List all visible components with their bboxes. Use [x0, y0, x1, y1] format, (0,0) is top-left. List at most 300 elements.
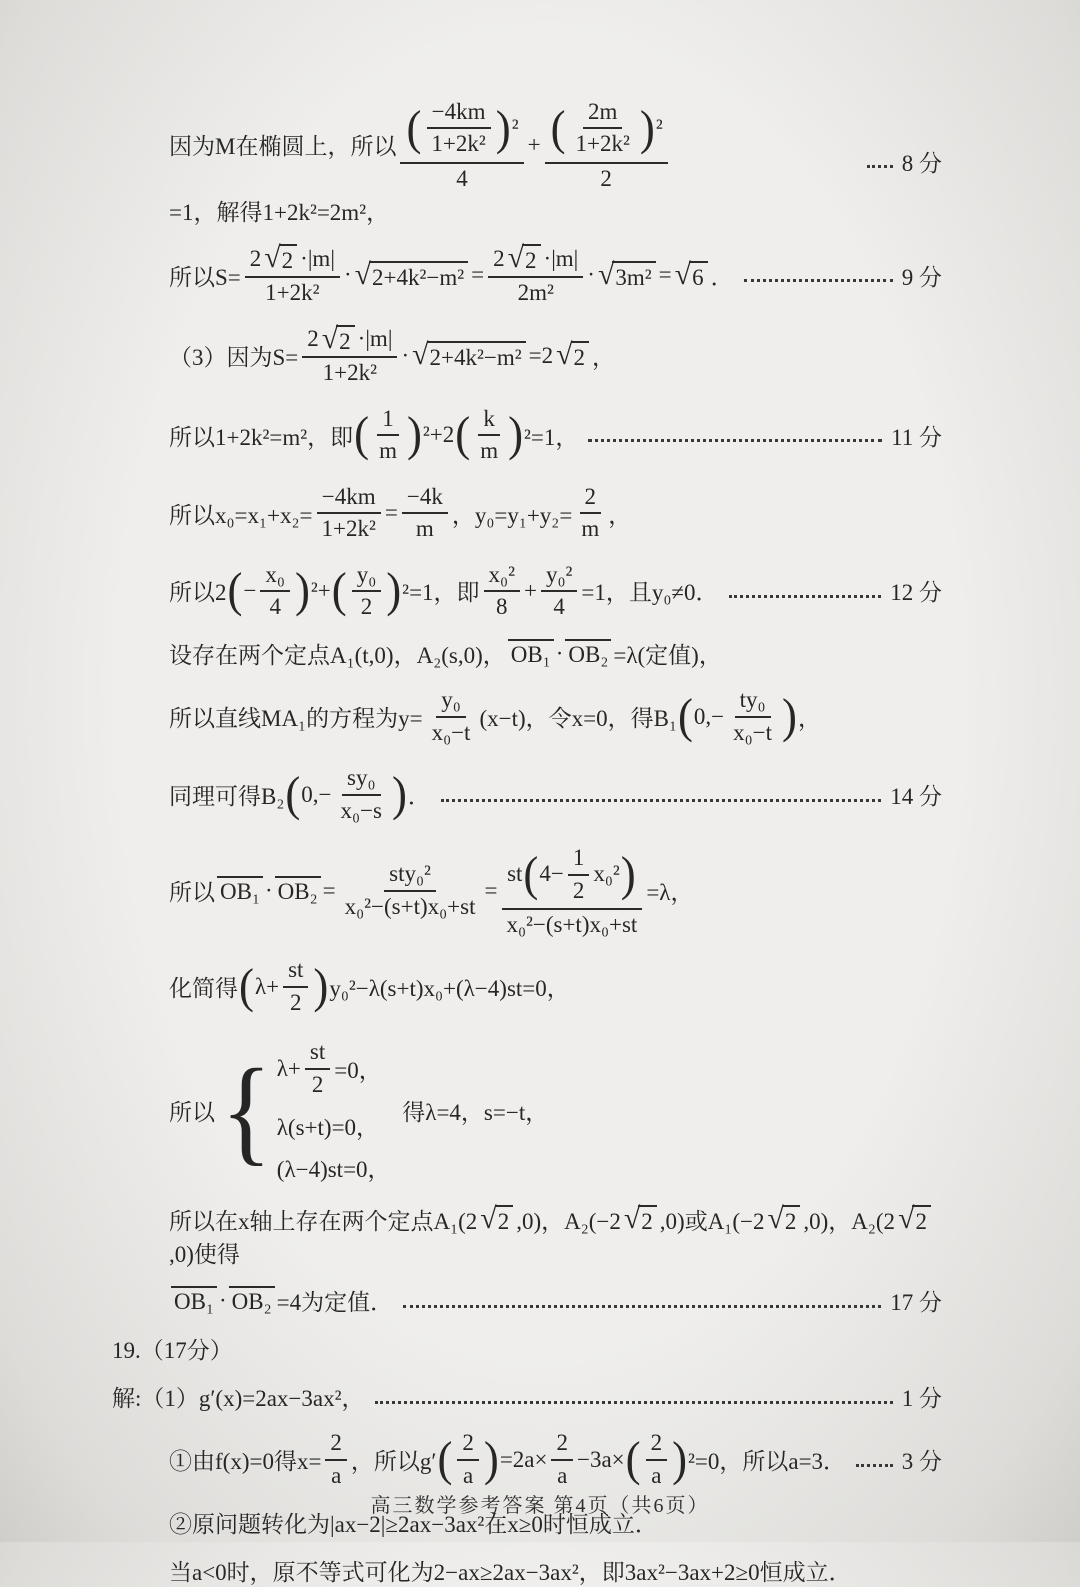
numerator [545, 97, 668, 164]
text-run: ·|m| [300, 245, 335, 271]
close-paren: ) [508, 407, 524, 462]
text-run: = [471, 262, 485, 288]
text-run: =λ(定值)， [613, 643, 722, 669]
open-paren: ( [227, 562, 243, 617]
numerator [384, 861, 436, 891]
parenthesized-group [331, 560, 402, 623]
text-run: 化简得 [169, 976, 238, 1002]
radical-sign-icon: √ [623, 1202, 641, 1236]
text-run: 2m² [517, 279, 554, 305]
text-run: λ+ [254, 973, 280, 999]
text-run: 2 [249, 245, 262, 271]
score-label: 11 分 [891, 424, 942, 450]
solution-line [169, 1203, 942, 1269]
text-run: · [401, 342, 410, 368]
text-run: =2a× [499, 1446, 548, 1472]
close-paren: ) [406, 407, 422, 462]
numerator [541, 562, 577, 592]
solution-line [169, 685, 942, 748]
text-run: ²=1， [524, 424, 579, 450]
denominator [336, 796, 387, 824]
text-run: ,0)或A₁(−2 [659, 1209, 765, 1235]
sqrt-radical [412, 338, 526, 372]
close-paren: ) [313, 958, 329, 1013]
close-paren: ) [386, 562, 402, 617]
text-run: 所以x₀=x₁+x₂= [169, 502, 313, 528]
paren-content [255, 955, 312, 1018]
denominator [576, 514, 604, 542]
text-run: x₀−s [340, 797, 382, 823]
denominator [411, 514, 439, 542]
solution-line [112, 1332, 942, 1365]
denominator [374, 436, 402, 464]
close-paren: ) [639, 100, 655, 155]
denominator [316, 514, 380, 542]
text-run: 同理可得B₂ [169, 784, 285, 810]
dotted-leader [856, 1452, 893, 1467]
text-run: = [484, 877, 498, 903]
fraction [541, 562, 577, 621]
text-run: ·|m| [357, 326, 393, 352]
text-run: sy₀ [347, 765, 376, 791]
text-run: 2+4k²−m² [429, 345, 522, 371]
solution-line [169, 560, 942, 623]
fraction [316, 484, 380, 543]
fraction [646, 1430, 668, 1489]
text-run: m [480, 438, 499, 464]
fraction [501, 843, 642, 938]
fraction [352, 562, 382, 621]
text-run: ,0)，A₂(2 [803, 1209, 896, 1235]
text-run: 所以 [169, 1100, 215, 1126]
fraction [245, 241, 340, 306]
text-run: ,0)，A₂(−2 [516, 1209, 621, 1235]
text-run: 4− [539, 861, 564, 887]
close-paren: ) [495, 100, 511, 155]
text-run: x₀−t [733, 719, 773, 745]
fraction [400, 97, 523, 192]
radical-sign-icon: √ [556, 338, 573, 372]
denominator [568, 876, 590, 904]
score-label: 3 分 [901, 1449, 942, 1475]
text-run: 2 [572, 877, 585, 903]
text-run: 1 [382, 405, 394, 431]
radicand [571, 341, 590, 370]
text-run: =λ， [646, 880, 694, 906]
numerator [436, 687, 466, 717]
text-run: 2 [360, 593, 373, 619]
math-expression [169, 242, 734, 308]
parenthesized-group [625, 1428, 688, 1491]
score-label: 12 分 [890, 580, 942, 606]
text-run: 2 [493, 245, 505, 271]
dotted-leader [403, 1293, 881, 1308]
sqrt-radical [354, 257, 469, 291]
text-run: 4 [269, 593, 281, 619]
text-run: =1，且y₀≠0． [581, 580, 719, 606]
denominator [260, 278, 324, 306]
radical-sign-icon: √ [321, 322, 339, 356]
text-run: 2 [525, 248, 537, 274]
vector-overline [565, 639, 611, 668]
fraction [283, 957, 308, 1016]
text-run: (λ−4)st=0， [276, 1157, 391, 1183]
paren-content [539, 843, 619, 906]
denominator [318, 358, 382, 386]
text-run: st [507, 861, 523, 887]
text-run: · [555, 640, 564, 666]
radical-sign-icon: √ [354, 257, 372, 291]
dotted-leader [729, 584, 882, 599]
vector-overline [171, 1286, 217, 1315]
numerator [427, 99, 491, 129]
text-run: 2 [784, 1209, 797, 1235]
sqrt-radical [674, 257, 708, 291]
sqrt-radical [507, 241, 541, 275]
numerator [457, 1430, 479, 1460]
numerator [551, 1430, 573, 1460]
system-row [277, 1037, 382, 1100]
paren-content [642, 1428, 672, 1491]
radicand [689, 261, 708, 290]
text-run: 4 [553, 593, 565, 619]
system-row [277, 1109, 379, 1142]
radical-sign-icon: √ [507, 241, 525, 275]
numerator [377, 406, 399, 436]
text-run: x₀−t [431, 719, 471, 745]
solution-line [169, 955, 942, 1018]
math-expression [169, 763, 431, 826]
sqrt-radical [556, 338, 589, 372]
close-paren: ) [672, 1431, 688, 1486]
text-run: k [483, 405, 495, 431]
denominator [427, 718, 476, 746]
parenthesized-group [454, 404, 524, 467]
open-paren: ( [354, 407, 370, 462]
text-run: =2 [528, 342, 554, 368]
sqrt-radical [480, 1202, 513, 1236]
text-run: ty₀ [739, 687, 766, 713]
text-run: 2 [289, 989, 302, 1015]
math-expression [169, 1203, 942, 1269]
text-run: 所以2 [169, 580, 227, 606]
text-run: =4为定值． [276, 1290, 394, 1316]
close-paren: ) [483, 1431, 499, 1486]
solution-line [169, 1428, 942, 1491]
open-paren: ( [437, 1431, 453, 1486]
text-run: sty₀² [389, 861, 431, 887]
sqrt-radical [767, 1202, 800, 1236]
close-paren: ) [782, 688, 797, 743]
text-run: 1 [572, 845, 585, 871]
close-paren: ) [620, 846, 636, 901]
radical-sign-icon: √ [767, 1202, 784, 1236]
denominator [451, 164, 473, 192]
sqrt-radical [264, 241, 297, 275]
solution-line [169, 1554, 942, 1587]
fraction [457, 1430, 479, 1489]
denominator [264, 592, 286, 620]
score-label: 8 分 [901, 150, 942, 176]
denominator [458, 1461, 478, 1489]
numerator [305, 1039, 330, 1069]
text-run: ·|m| [543, 245, 579, 271]
sqrt-radical [321, 322, 355, 356]
text-run: 解:（1）g′(x)=2ax−3ax²， [112, 1386, 365, 1412]
text-run: x₀ [265, 561, 285, 587]
text-run: 2 [573, 345, 586, 371]
dotted-leader [441, 787, 881, 802]
vector-overline [217, 876, 263, 905]
math-expression [169, 841, 693, 940]
text-run: 当a<0时，原不等式可化为2−ax≥2ax−3ax²，即3ax²−3ax+2≥0恒成立． [169, 1560, 852, 1586]
fraction [568, 845, 590, 904]
parenthesized-group [238, 955, 329, 1018]
math-expression [169, 482, 631, 545]
solution-line [169, 323, 942, 389]
math-expression [169, 955, 570, 1018]
system-rows [277, 1037, 391, 1184]
text-run: −4km [431, 99, 486, 124]
parenthesized-group [677, 685, 798, 748]
fraction [340, 861, 481, 920]
text-run: −4k [406, 483, 443, 509]
text-run: OB₂ [568, 642, 609, 668]
text-run: OB₁ [510, 642, 551, 668]
text-run: ，y₀=y₁+y₂= [451, 502, 573, 528]
text-run: 1+2k² [322, 360, 378, 386]
radical-sign-icon: √ [898, 1202, 915, 1236]
numerator [484, 562, 520, 592]
text-run: · [343, 262, 352, 288]
text-run: (x−t)，令x=0，得B₁ [479, 706, 677, 732]
solution-line [169, 1284, 942, 1317]
sqrt-radical [898, 1202, 931, 1236]
paren-content [301, 763, 391, 826]
text-run: 2 [307, 326, 319, 352]
numerator [245, 241, 340, 277]
text-run: 所以S= [169, 264, 241, 290]
math-expression [169, 1033, 548, 1188]
text-run: 2 [584, 483, 596, 509]
parenthesized-group [436, 1428, 499, 1491]
denominator [552, 1461, 572, 1489]
numerator [283, 957, 308, 987]
numerator [302, 322, 397, 358]
numerator [400, 97, 523, 164]
open-paren: ( [625, 1431, 641, 1486]
fraction [545, 97, 668, 192]
solution-line [169, 637, 942, 670]
text-run: = [384, 500, 398, 526]
text-run: y₀ [441, 687, 461, 713]
radicand [495, 1205, 514, 1234]
text-run: ， [608, 502, 632, 528]
radicand [522, 244, 541, 273]
open-paren: ( [677, 688, 693, 743]
text-run: −3a× [576, 1446, 625, 1472]
text-run: x₀²−(s+t)x₀+st [344, 893, 476, 919]
text-run: 2 [462, 1430, 474, 1456]
left-brace: { [221, 1045, 272, 1177]
dotted-leader [867, 154, 893, 169]
open-paren: ( [550, 100, 566, 155]
paren-content [453, 1428, 483, 1491]
numerator [317, 484, 381, 514]
fraction [571, 99, 635, 158]
denominator [340, 892, 481, 920]
open-paren: ( [239, 958, 254, 1013]
numerator [580, 484, 602, 514]
text-run: ①由f(x)=0得x= [169, 1449, 322, 1475]
text-run: 6 [692, 264, 704, 290]
score-label: 14 分 [890, 784, 942, 810]
text-run: 设存在两个定点A₁(t,0)，A₂(s,0)， [169, 643, 506, 669]
text-run: ²+ [310, 577, 331, 603]
text-run: 所以1+2k²=m²，即 [169, 424, 354, 450]
text-run: st [288, 957, 304, 983]
vector-overline [508, 639, 554, 668]
paren-content [694, 685, 781, 748]
text-run: · [264, 877, 273, 903]
equation-system [221, 1037, 391, 1184]
close-paren: ) [391, 766, 407, 821]
text-run: 所以直线MA₁的方程为y= [169, 706, 423, 732]
math-expression [169, 95, 857, 227]
solution-line [112, 1380, 942, 1413]
fraction [427, 687, 476, 746]
math-expression [169, 1284, 393, 1317]
fraction [484, 562, 520, 621]
radical-sign-icon: √ [597, 257, 615, 291]
math-expression [169, 560, 719, 623]
fraction [305, 1039, 330, 1098]
text-run: 0,− [301, 781, 332, 807]
paren-content [370, 404, 406, 467]
math-expression [169, 404, 578, 467]
fraction [475, 406, 503, 465]
text-run: a [463, 1462, 474, 1488]
text-run: 2 [330, 1430, 342, 1456]
text-run: 所以在x轴上存在两个定点A₁(2 [169, 1209, 478, 1235]
text-run: 2 [641, 1209, 653, 1235]
fraction [551, 1430, 573, 1489]
numerator [325, 1430, 347, 1460]
text-run: ， [797, 706, 821, 732]
text-run: ， [592, 345, 616, 371]
text-run: λ+ [276, 1055, 301, 1081]
numerator [568, 845, 590, 875]
text-run: m [415, 516, 434, 542]
numerator [478, 406, 500, 436]
text-run: ² [511, 115, 519, 141]
math-expression [169, 1554, 852, 1587]
text-run: + [527, 131, 541, 157]
solution-line [169, 763, 942, 826]
parenthesized-group [227, 560, 311, 623]
score-label: 9 分 [901, 264, 942, 290]
denominator [307, 1070, 329, 1098]
text-run: 2m [588, 99, 618, 124]
radicand [336, 325, 355, 354]
math-expression [112, 1332, 233, 1365]
parenthesized-group [522, 843, 636, 906]
open-paren: ( [285, 766, 301, 821]
text-run: OB₂ [231, 1289, 272, 1315]
denominator [285, 988, 307, 1016]
text-run: ²=0，所以a=3． [688, 1449, 847, 1475]
text-run: 2 [281, 248, 294, 274]
text-run: 所以 [169, 880, 215, 906]
text-run: ² [655, 115, 663, 141]
radical-sign-icon: √ [264, 241, 281, 275]
text-run: ②原问题转化为|ax−2|≥2ax−3ax²在x≥0时恒成立． [169, 1512, 658, 1538]
text-run: a [557, 1462, 568, 1488]
solution-line [169, 841, 942, 940]
text-run: OB₂ [277, 879, 318, 905]
text-run: =0， [334, 1058, 382, 1084]
fraction [325, 1430, 347, 1489]
radicand [912, 1205, 931, 1234]
math-expression [169, 685, 821, 748]
numerator [583, 99, 622, 129]
denominator [548, 592, 570, 620]
text-run: （3）因为S= [169, 345, 299, 371]
text-run: 因为M在椭圆上，所以 [169, 134, 397, 160]
solution-line [169, 242, 942, 308]
denominator [646, 1461, 666, 1489]
numerator [352, 562, 382, 592]
text-run: 2 [497, 1209, 510, 1235]
text-run: ． [407, 784, 431, 810]
text-run: 3m² [615, 264, 652, 290]
solution-line [169, 482, 942, 545]
fraction [576, 484, 604, 543]
numerator [342, 765, 380, 795]
denominator [513, 278, 559, 306]
paren-content [243, 560, 294, 623]
math-expression [169, 323, 615, 389]
radical-sign-icon: √ [480, 1202, 497, 1236]
text-run: · [587, 262, 595, 288]
denominator [571, 129, 635, 157]
fraction [374, 406, 402, 465]
text-run: ²+2 [422, 422, 455, 448]
text-run: 2 [600, 165, 612, 191]
fraction [260, 562, 290, 621]
text-run: 8 [496, 593, 508, 619]
score-label: 17 分 [890, 1290, 942, 1316]
fraction [728, 687, 777, 746]
paren-content [567, 97, 639, 160]
denominator [326, 1461, 346, 1489]
text-run: ． [710, 264, 734, 290]
text-run: 0,− [693, 703, 725, 729]
text-run: y₀²−λ(s+t)x₀+(λ−4)st=0， [329, 976, 570, 1002]
math-expression [169, 1428, 846, 1491]
text-run: − [243, 577, 257, 603]
fraction [336, 765, 387, 824]
paren-content [422, 97, 494, 160]
text-run: 4 [456, 165, 468, 191]
text-run: 得λ=4，s=−t， [396, 1100, 549, 1126]
fraction [302, 322, 397, 387]
text-run: x₀²−(s+t)x₀+st [506, 912, 638, 938]
solution-line [169, 404, 942, 467]
radicand [782, 1205, 801, 1234]
denominator [491, 592, 513, 620]
text-run: = [322, 877, 336, 903]
